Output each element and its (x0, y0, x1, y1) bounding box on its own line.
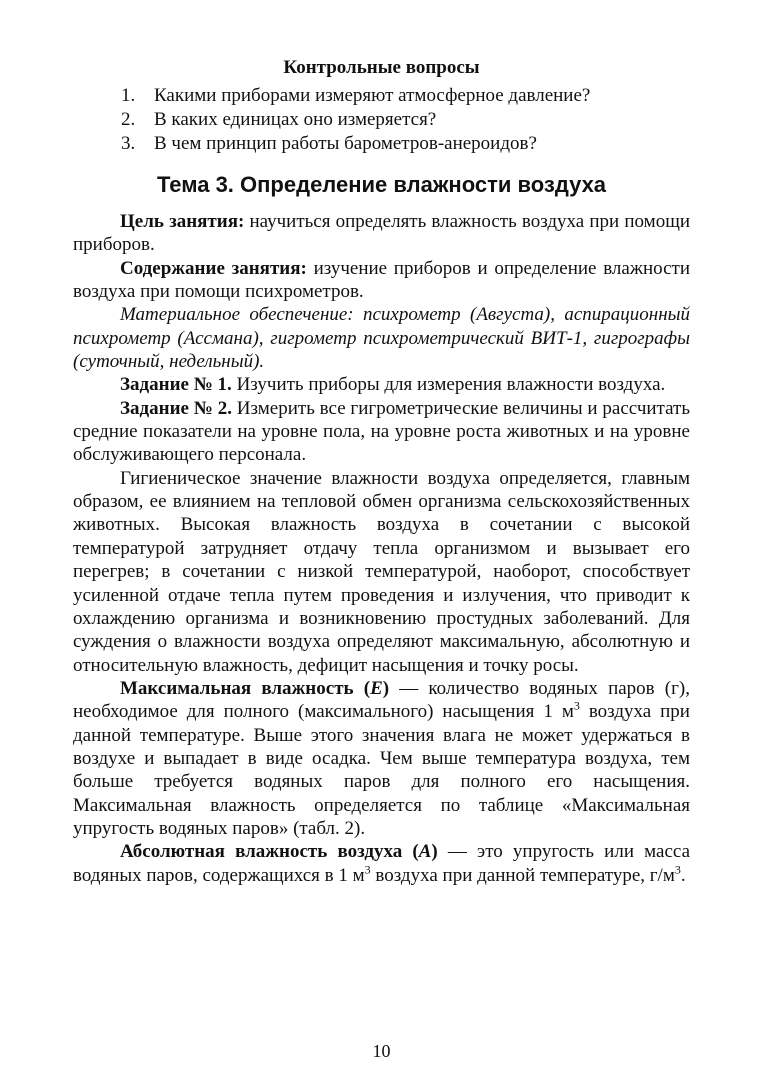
content-label: Содержание занятия: (120, 257, 307, 279)
goal-paragraph (73, 210, 690, 257)
document-body (73, 210, 690, 887)
abs-humidity-text-a: — это упругость или масса водяных паров, содержащихся в 1 м (73, 841, 691, 886)
content-paragraph (73, 257, 690, 304)
question-text: В чем принцип работы барометров-анероидов? (154, 133, 537, 154)
hygienic-paragraph: Гигиеническое значение влажности воздуха определяется, главным образом, ее влиянием на тепловой обмен организма сельскохозяйственных животных. Высокая влажность воздуха в сочетании с высокой температурой затрудняет отдачу тепла организмом и вызывает его перегрев; в сочетании с низкой температурой, наоборот, способствует усиленной отдаче тепла путем проведения и излучения, что приводит к охлаждению организма и возникновению простудных заболеваний. Для суждения о влажности воздуха определяют максимальную, абсолютную и относительную влажность, дефицит насыщения и точку росы. (73, 467, 690, 676)
question-number: 2. (121, 109, 136, 130)
abs-humidity-label: Абсолютная влажность воздуха (120, 841, 403, 863)
max-humidity-text-a: — количество водяных паров (г), необходимое для полного (максимального) насыщения 1 м (73, 677, 691, 723)
max-humidity-symbol: E (370, 677, 383, 699)
abs-humidity-text-c: . (680, 864, 686, 886)
control-questions-heading: Контрольные вопросы (283, 57, 480, 78)
content-text: изучение приборов и определение влажности воздуха при помощи психрометров. (73, 257, 691, 303)
goal-label: Цель занятия: (120, 211, 245, 232)
goal-text: научиться определять влажность воздуха при помощи приборов. (73, 211, 691, 256)
task1-text: Изучить приборы для измерения влажности воздуха. (231, 374, 666, 396)
abs-humidity-text-b: воздуха при данной температуре, г/м (370, 864, 675, 886)
cubic-superscript: 3 (573, 698, 580, 713)
topic-title: Тема 3. Определение влажности воздуха (156, 172, 607, 197)
max-humidity-label: Максимальная влажность (120, 677, 354, 699)
task2-paragraph (73, 397, 690, 467)
question-text: Какими приборами измеряют атмосферное давление? (154, 85, 591, 106)
question-number: 3. (121, 133, 136, 154)
question-number: 1. (121, 85, 136, 106)
task2-label: Задание № 2. (120, 397, 232, 419)
control-questions-list (121, 84, 721, 156)
task1-paragraph (73, 373, 690, 396)
cubic-superscript: 3 (364, 862, 371, 877)
max-humidity-text-b: воздуха при данной температуре. Выше этого значения влага не может удержаться в воздухе и выпадает в виде осадка. Чем выше температура воздуха, тем больше требуется водяных паров для полного его насыщения. Максимальная влажность определяется по таблице «Максимальная упругость водяных паров» (табл. 2). (73, 701, 690, 839)
list-item (121, 84, 721, 108)
task2-text: Измерить все гигрометрические величины и рассчитать средние показатели на уровне пола, на уровне роста животных и на уровне обслуживающего персонала. (73, 397, 690, 466)
max-humidity-paragraph: Максимальная влажность (E) — количество водяных паров (г), необходимое для полного (максимального) насыщения 1 $м^3$ воздуха при данной температуре. Выше этого значения влага не может удержаться в воздухе и выпадает в виде осадка. Чем выше температура воздуха, тем больше требуется водяных паров для полного его насыщения. Максимальная влажность определяется по таблице «Максимальная упругость водяных паров» (табл. 2). (73, 677, 691, 839)
task1-label: Задание № 1. (120, 374, 232, 396)
question-text: В каких единицах оно измеряется? (154, 109, 437, 130)
cubic-superscript: 3 (674, 862, 681, 877)
page-number: 10 (372, 1041, 391, 1061)
list-item (121, 108, 721, 132)
abs-humidity-paragraph: Абсолютная влажность воздуха (A) — это упругость или масса водяных паров, содержащихся в 1 $м^3$ воздуха при данной температуре, $г/м^3$. (73, 841, 691, 886)
abs-humidity-symbol: A (418, 841, 432, 863)
list-item (121, 132, 721, 156)
materials-paragraph: Материальное обеспечение: психрометр (Августа), аспирационный психрометр (Ассмана), гигрометр психрометрический ВИТ-1, гигрографы (суточный, недельный). (73, 304, 690, 373)
